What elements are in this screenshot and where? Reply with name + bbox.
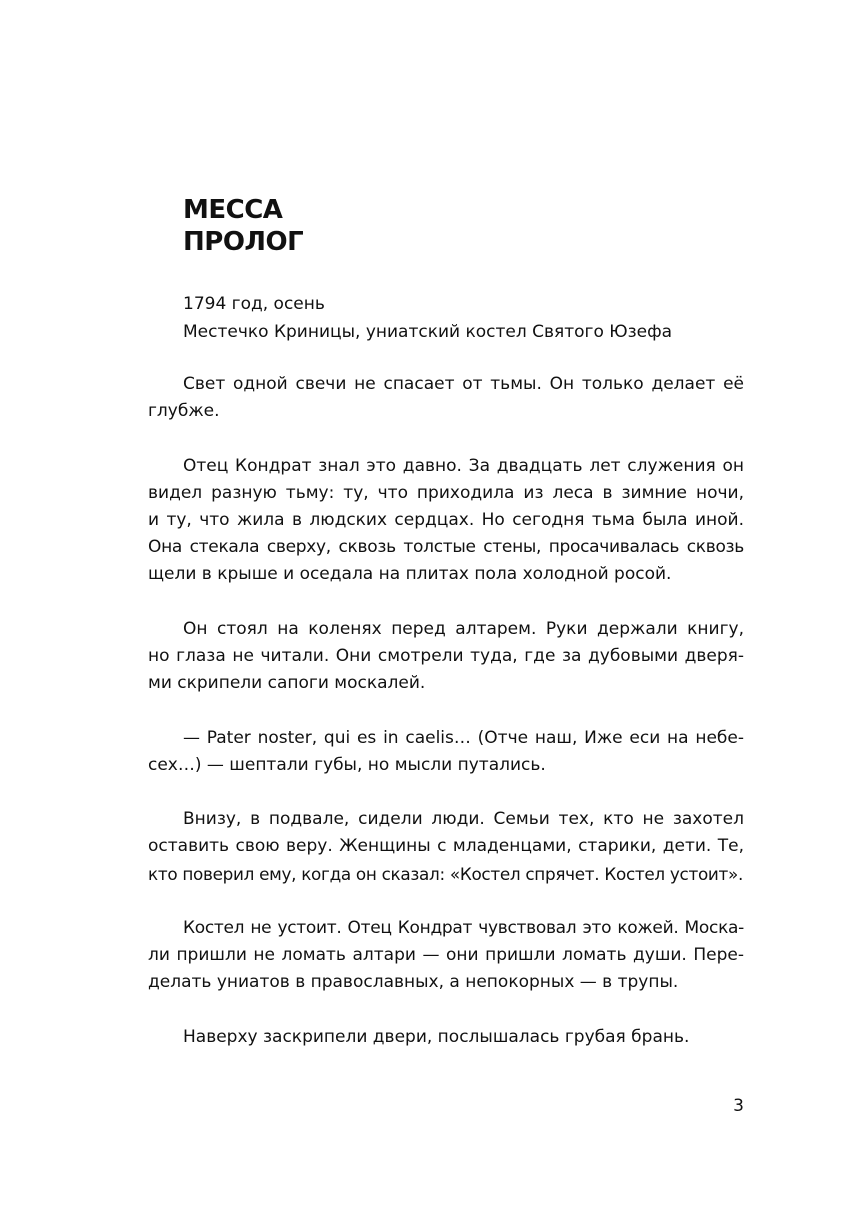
text-line: щели в крыше и оседала на плитах пола холодной росой.: [148, 564, 672, 585]
text-line: Наверху заскрипели двери, послышалась грубая брань.: [183, 1026, 690, 1047]
text-line: ми скрипели сапоги москалей.: [148, 673, 426, 694]
text-line: оставить свою веру. Женщины с младенцами, старики, дети. Те,: [148, 836, 744, 857]
chapter-date: 1794 год, осень: [183, 294, 325, 314]
text-line: Свет одной свечи не спасает от тьмы. Он только делает её: [183, 374, 744, 394]
text-line: видел разную тьму: ту, что приходила из леса в зимние ночи,: [148, 482, 744, 503]
text-line: глубже.: [148, 401, 220, 422]
text-line: Он стоял на коленях перед алтарем. Руки держали книгу,: [183, 618, 744, 639]
text-line: Она стекала сверху, сквозь толстые стены, просачивалась сквозь: [148, 537, 744, 558]
paragraph: [148, 616, 744, 698]
page-number: 3: [733, 1096, 744, 1116]
chapter-title-line-2: ПРОЛОГ: [183, 227, 304, 257]
chapter-title: [183, 194, 303, 258]
text-line: Костел не устоит. Отец Кондрат чувствовал это кожей. Моска-: [183, 917, 744, 938]
chapter-meta: [183, 290, 672, 346]
text-line: Внизу, в подвале, сидели люди. Семьи тех, кто не захотел: [183, 809, 744, 830]
text-line: делать униатов в православных, а непокорных — в трупы.: [148, 972, 679, 993]
text-line: и ту, что жила в людских сердцах. Но сегодня тьма была иной.: [148, 510, 744, 530]
text-line: — Pater noster, qui es in caelis… (Отче наш, Иже еси на небе-: [183, 727, 744, 748]
paragraph: [148, 915, 744, 997]
body-text: [148, 371, 744, 1051]
paragraph: [148, 453, 744, 589]
text-line: Отец Кондрат знал это давно. За двадцать лет служения он: [183, 455, 744, 476]
text-line: кто поверил ему, когда он сказал: «Костел спрячет. Костел устоит».: [148, 863, 744, 884]
chapter-title-line-1: МЕССА: [183, 195, 283, 225]
text-line: сех…) — шептали губы, но мысли путались.: [148, 754, 546, 775]
paragraph: [148, 806, 744, 888]
paragraph: [148, 1024, 744, 1051]
text-line: но глаза не читали. Они смотрели туда, где за дубовыми дверя-: [148, 646, 744, 666]
paragraph: [148, 725, 744, 779]
text-line: ли пришли не ломать алтари — они пришли ломать души. Пере-: [148, 945, 744, 966]
chapter-place: Местечко Криницы, униатский костел Святого Юзефа: [183, 322, 673, 342]
paragraph: [148, 371, 744, 425]
